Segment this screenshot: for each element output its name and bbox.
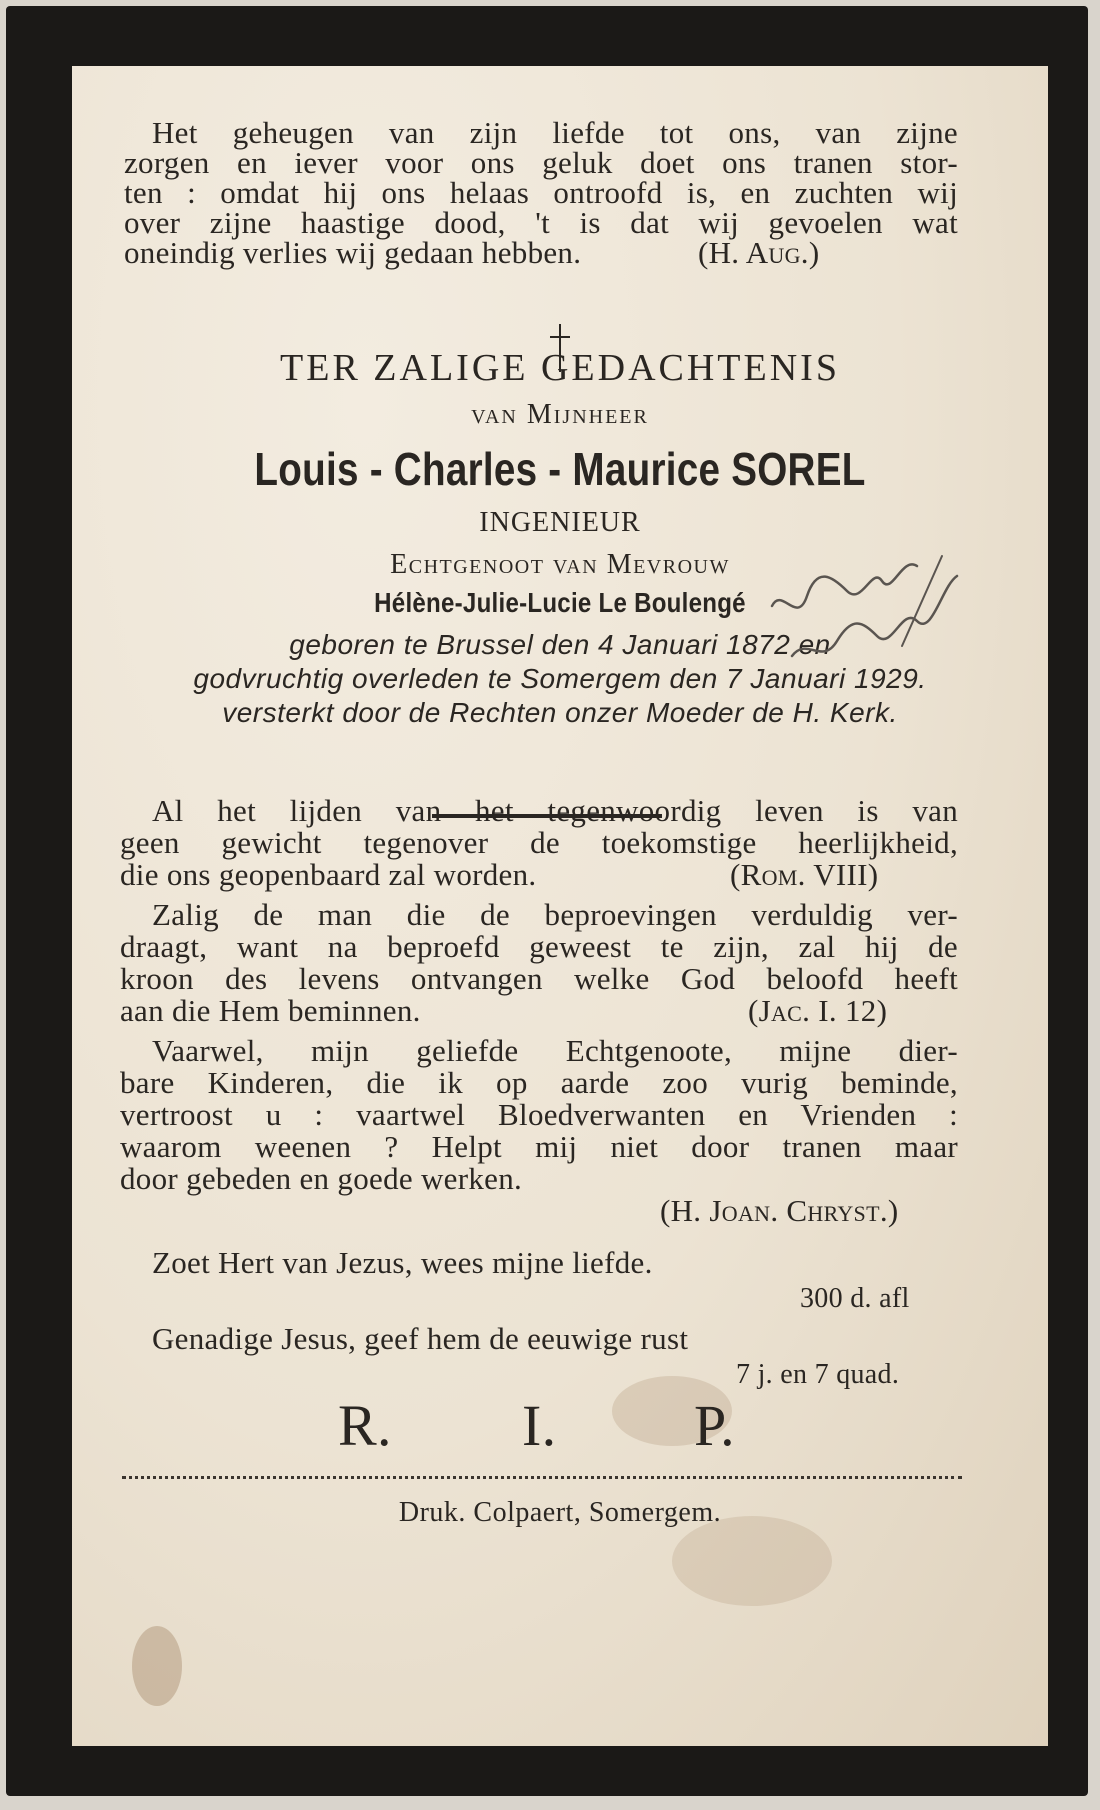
memorial-heading: TER ZALIGE GEDACHTENIS: [280, 347, 840, 389]
quote1-line: zorgen en iever voor ons geluk doet ons tranen stor-: [124, 145, 958, 180]
rip-p: P.: [694, 1393, 735, 1458]
quote3-line: Zalig de man die de beproevingen verduldig ver-: [152, 897, 958, 932]
spouse-name: Hélène-Julie-Lucie Le Boulengé: [374, 587, 746, 618]
quote4-source: (H. Joan. Chryst.): [660, 1193, 899, 1228]
death-line: godvruchtig overleden te Somergem den 7 Januari 1929.: [193, 663, 927, 694]
prayer1-text: Zoet Hert van Jezus, wees mijne liefde.: [152, 1245, 653, 1280]
quote2-source: (Rom. VIII): [730, 857, 879, 892]
quote1-source: (H. Aug.): [698, 235, 820, 270]
pencil-handwriting: [752, 536, 972, 696]
sacraments-line: versterkt door de Rechten onzer Moeder de H. Kerk.: [222, 697, 898, 728]
deceased-name: Louis - Charles - Maurice SOREL: [254, 443, 866, 495]
quote2-line: die ons geopenbaard zal worden.: [120, 857, 537, 892]
quote3-source: (Jac. I. 12): [748, 993, 888, 1028]
quote1-line: ten : omdat hij ons helaas ontroofd is, en zuchten wij: [124, 175, 958, 210]
quote4-line: Vaarwel, mijn geliefde Echtgenoote, mijne dier-: [152, 1033, 958, 1068]
card-paper: [72, 66, 1048, 1746]
quote3-line: kroon des levens ontvangen welke God beloofd heeft: [120, 961, 958, 996]
stain: [132, 1626, 182, 1706]
printer-credit: Druk. Colpaert, Somergem.: [398, 1497, 722, 1528]
prayer2-text: Genadige Jesus, geef hem de eeuwige rust: [152, 1321, 689, 1356]
quote1-line: oneindig verlies wij gedaan hebben.: [124, 235, 582, 270]
quote3-line: draagt, want na beproefd geweest te zijn, zal hij de: [120, 929, 958, 964]
dotted-divider: [122, 1476, 962, 1479]
birth-line: geboren te Brussel den 4 Januari 1872 en: [289, 629, 831, 660]
prayer1-indulgence: 300 d. afl: [800, 1283, 910, 1314]
quote1-line: over zijne haastige dood, 't is dat wij gevoelen wat: [124, 205, 958, 240]
quote3-line: aan die Hem beminnen.: [120, 993, 421, 1028]
quote1-line: Het geheugen van zijn liefde tot ons, van zijne: [152, 115, 958, 150]
memorial-card: [6, 6, 1088, 1796]
quote2-line: Al het lijden van het tegenwoordig leven is van: [152, 793, 958, 828]
rip-r: R.: [338, 1393, 392, 1458]
spouse-intro: Echtgenoot van Mevrouw: [390, 549, 730, 580]
rip-i: I.: [522, 1393, 557, 1458]
quote4-line: bare Kinderen, die ik op aarde zoo vurig beminde,: [120, 1065, 958, 1100]
quote4-line: door gebeden en goede werken.: [120, 1161, 523, 1196]
prayer2-indulgence: 7 j. en 7 quad.: [736, 1359, 900, 1390]
profession: INGENIEUR: [479, 507, 641, 538]
van-mijnheer: van Mijnheer: [471, 399, 649, 430]
quote2-line: geen gewicht tegenover de toekomstige heerlijkheid,: [120, 825, 958, 860]
quote4-line: vertroost u : vaartwel Bloedverwanten en Vrienden :: [120, 1097, 958, 1132]
quote4-line: waarom weenen ? Helpt mij niet door tranen maar: [120, 1129, 958, 1164]
